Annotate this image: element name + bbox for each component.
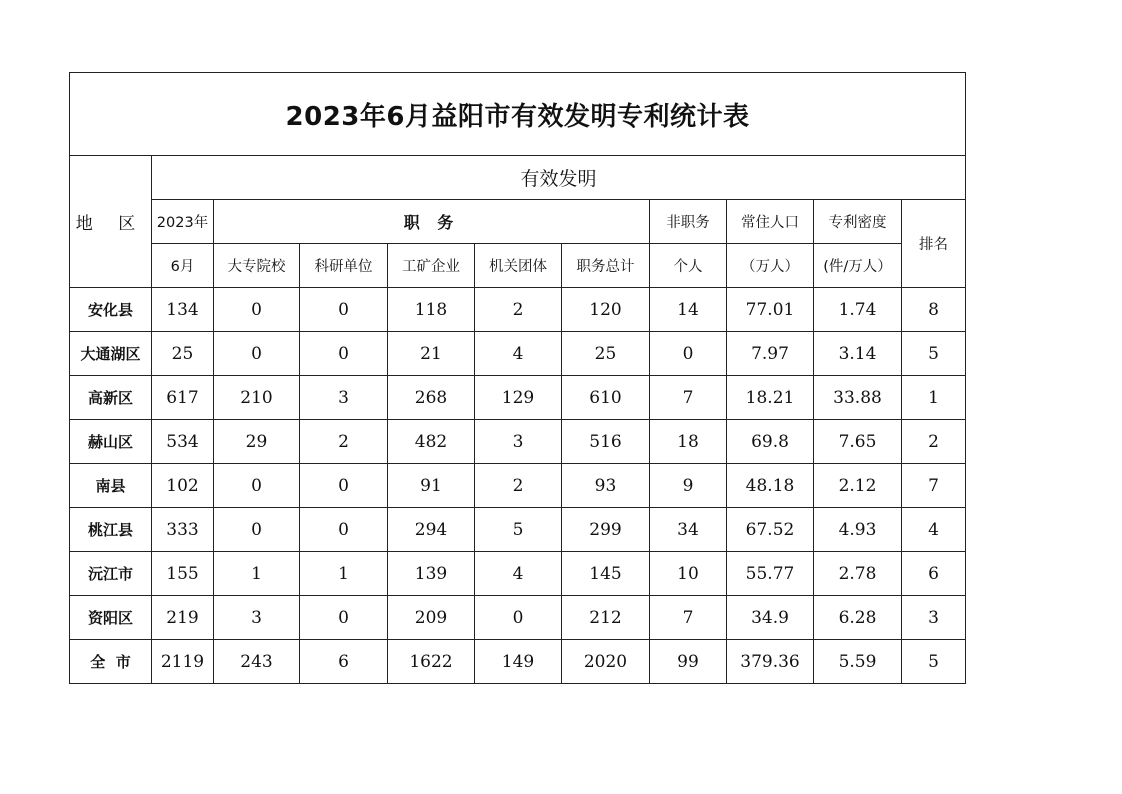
data-cell: 77.01 xyxy=(727,288,814,332)
data-cell: 7.65 xyxy=(814,420,902,464)
data-cell: 5 xyxy=(902,332,966,376)
data-cell: 7 xyxy=(650,596,727,640)
data-cell: 1.74 xyxy=(814,288,902,332)
data-cell: 379.36 xyxy=(727,640,814,684)
data-cell: 3 xyxy=(902,596,966,640)
data-cell: 139 xyxy=(388,552,475,596)
data-cell: 2.12 xyxy=(814,464,902,508)
density-header: 专利密度 xyxy=(814,200,902,244)
year-header: 2023年 xyxy=(152,200,214,244)
data-cell: 4 xyxy=(475,332,562,376)
data-cell: 118 xyxy=(388,288,475,332)
data-cell: 5.59 xyxy=(814,640,902,684)
data-cell: 2 xyxy=(300,420,388,464)
region-header: 地 区 xyxy=(70,156,152,288)
data-cell: 91 xyxy=(388,464,475,508)
table-row xyxy=(70,596,966,640)
data-cell: 3 xyxy=(214,596,300,640)
month-header: 6月 xyxy=(152,244,214,288)
data-cell: 534 xyxy=(152,420,214,464)
data-cell: 482 xyxy=(388,420,475,464)
data-cell: 0 xyxy=(300,596,388,640)
data-cell: 0 xyxy=(300,464,388,508)
data-cell: 145 xyxy=(562,552,650,596)
data-cell: 9 xyxy=(650,464,727,508)
data-cell: 4 xyxy=(475,552,562,596)
data-cell: 4 xyxy=(902,508,966,552)
data-cell: 102 xyxy=(152,464,214,508)
data-cell: 212 xyxy=(562,596,650,640)
data-cell: 4.93 xyxy=(814,508,902,552)
data-cell: 34.9 xyxy=(727,596,814,640)
data-cell: 69.8 xyxy=(727,420,814,464)
data-cell: 129 xyxy=(475,376,562,420)
data-cell: 268 xyxy=(388,376,475,420)
region-cell-total: 全 市 xyxy=(70,640,152,684)
data-cell: 18 xyxy=(650,420,727,464)
data-cell: 516 xyxy=(562,420,650,464)
region-cell: 大通湖区 xyxy=(70,332,152,376)
data-cell: 610 xyxy=(562,376,650,420)
data-cell: 333 xyxy=(152,508,214,552)
data-cell: 120 xyxy=(562,288,650,332)
data-cell: 33.88 xyxy=(814,376,902,420)
data-cell: 7.97 xyxy=(727,332,814,376)
data-cell: 155 xyxy=(152,552,214,596)
data-cell: 2020 xyxy=(562,640,650,684)
data-cell: 0 xyxy=(300,508,388,552)
data-cell: 0 xyxy=(214,288,300,332)
data-cell: 294 xyxy=(388,508,475,552)
data-cell: 0 xyxy=(300,332,388,376)
data-cell: 0 xyxy=(300,288,388,332)
data-cell: 299 xyxy=(562,508,650,552)
data-cell: 243 xyxy=(214,640,300,684)
data-cell: 2.78 xyxy=(814,552,902,596)
region-cell: 赫山区 xyxy=(70,420,152,464)
sub-header-service-total: 职务总计 xyxy=(562,244,650,288)
data-cell: 29 xyxy=(214,420,300,464)
sub-header-industry: 工矿企业 xyxy=(388,244,475,288)
density-unit-header: (件/万人） xyxy=(814,244,902,288)
region-cell: 沅江市 xyxy=(70,552,152,596)
data-cell: 5 xyxy=(475,508,562,552)
non-service-header: 非职务 xyxy=(650,200,727,244)
data-cell: 2 xyxy=(902,420,966,464)
data-cell: 99 xyxy=(650,640,727,684)
data-cell: 149 xyxy=(475,640,562,684)
data-cell: 1 xyxy=(902,376,966,420)
data-cell: 1622 xyxy=(388,640,475,684)
data-cell: 617 xyxy=(152,376,214,420)
table-row xyxy=(70,288,966,332)
data-cell: 3 xyxy=(300,376,388,420)
data-cell: 2 xyxy=(475,464,562,508)
data-cell: 48.18 xyxy=(727,464,814,508)
data-cell: 18.21 xyxy=(727,376,814,420)
data-cell: 14 xyxy=(650,288,727,332)
data-cell: 134 xyxy=(152,288,214,332)
data-cell: 93 xyxy=(562,464,650,508)
region-cell: 南县 xyxy=(70,464,152,508)
region-cell: 桃江县 xyxy=(70,508,152,552)
data-cell: 209 xyxy=(388,596,475,640)
region-cell: 高新区 xyxy=(70,376,152,420)
data-cell: 7 xyxy=(650,376,727,420)
data-cell: 6.28 xyxy=(814,596,902,640)
service-header: 职 务 xyxy=(214,200,650,244)
data-cell: 210 xyxy=(214,376,300,420)
sub-header-research: 科研单位 xyxy=(300,244,388,288)
data-cell: 7 xyxy=(902,464,966,508)
table-row-total xyxy=(70,640,966,684)
data-cell: 0 xyxy=(650,332,727,376)
table-row xyxy=(70,420,966,464)
region-cell: 资阳区 xyxy=(70,596,152,640)
sub-header-colleges: 大专院校 xyxy=(214,244,300,288)
data-cell: 34 xyxy=(650,508,727,552)
data-cell: 219 xyxy=(152,596,214,640)
data-cell: 1 xyxy=(300,552,388,596)
data-cell: 0 xyxy=(214,332,300,376)
data-cell: 1 xyxy=(214,552,300,596)
data-cell: 21 xyxy=(388,332,475,376)
data-cell: 55.77 xyxy=(727,552,814,596)
data-cell: 10 xyxy=(650,552,727,596)
individual-header: 个人 xyxy=(650,244,727,288)
sub-header-institutions: 机关团体 xyxy=(475,244,562,288)
population-header: 常住人口 xyxy=(727,200,814,244)
data-cell: 67.52 xyxy=(727,508,814,552)
rank-header: 排名 xyxy=(902,200,966,288)
table-row xyxy=(70,332,966,376)
data-cell: 0 xyxy=(475,596,562,640)
data-cell: 25 xyxy=(152,332,214,376)
patent-statistics-sheet xyxy=(69,72,965,686)
patent-table xyxy=(69,72,966,684)
data-cell: 3.14 xyxy=(814,332,902,376)
region-cell: 安化县 xyxy=(70,288,152,332)
data-cell: 8 xyxy=(902,288,966,332)
data-cell: 2 xyxy=(475,288,562,332)
table-title: 2023年6月益阳市有效发明专利统计表 xyxy=(70,73,966,156)
data-cell: 6 xyxy=(300,640,388,684)
data-cell: 5 xyxy=(902,640,966,684)
table-row xyxy=(70,552,966,596)
effective-invention-header: 有效发明 xyxy=(152,156,966,200)
table-row xyxy=(70,376,966,420)
data-cell: 0 xyxy=(214,464,300,508)
data-cell: 6 xyxy=(902,552,966,596)
population-unit-header: （万人） xyxy=(727,244,814,288)
table-row xyxy=(70,464,966,508)
table-row xyxy=(70,508,966,552)
data-cell: 3 xyxy=(475,420,562,464)
data-cell: 2119 xyxy=(152,640,214,684)
data-cell: 25 xyxy=(562,332,650,376)
data-cell: 0 xyxy=(214,508,300,552)
